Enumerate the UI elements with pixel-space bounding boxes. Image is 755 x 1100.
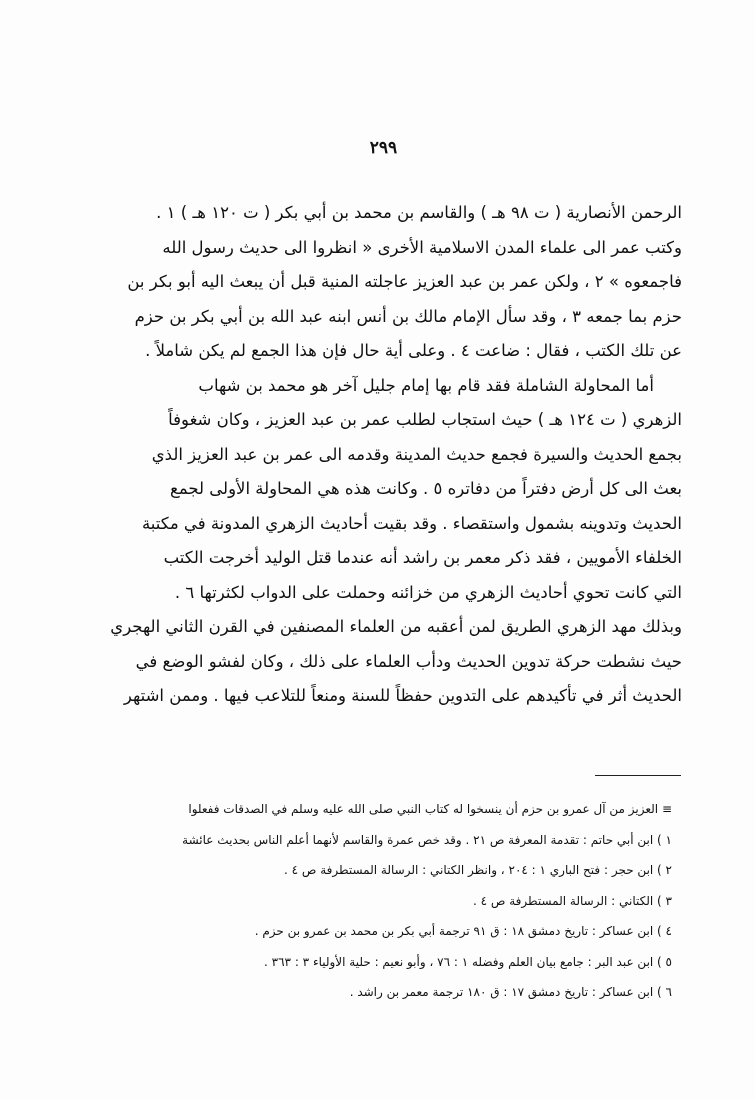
text-line: وكتب عمر الى علماء المدن الاسلامية الأخرى « انظروا الى حديث رسول الله <box>162 237 682 257</box>
text-line: الحديث أثر في تأكيدهم على التدوين حفظاً للسنة ومنعاً للتلاعب فيها . وممن اشتهر <box>123 686 682 705</box>
main-text <box>82 196 682 714</box>
text-line: الحديث وتدوينه بشمول واستقصاء . وقد بقيت أحاديث الزهري المدونة في مكتبة <box>141 513 682 533</box>
footnote-3: ٣ ) الكتاني : الرسالة المستطرفة ص ٤ . <box>472 893 672 908</box>
text-line: بعث الى كل أرض دفتراً من دفاتره ٥ . وكانت هذه هي المحاولة الأولى لجمع <box>170 479 682 498</box>
footnote-6: ٦ ) ابن عساكر : تاريخ دمشق ١٧ : ق ١٨٠ ترجمة معمر بن راشد . <box>349 985 672 999</box>
footnote-1: ١ ) ابن أبي حاتم : تقدمة المعرفة ص ٢١ . وقد خص عمرة والقاسم لأنهما أعلم الناس بحديث عائشة <box>182 832 672 847</box>
text-line: الرحمن الأنصارية ( ت ٩٨ هـ ) والقاسم بن محمد بن أبي بكر ( ت ١٢٠ هـ ) ١ . <box>156 203 682 222</box>
text-line: بجمع الحديث والسيرة فجمع حديث المدينة وقدمه الى عمر بن عبد العزيز الذي <box>151 444 682 464</box>
text-line: أما المحاولة الشاملة فقد قام بها إمام جليل آخر هو محمد بن شهاب <box>198 375 654 395</box>
text-line: عن تلك الكتب ، فقال : ضاعت ٤ . وعلى أية حال فإن هذا الجمع لم يكن شاملاً . <box>145 341 682 360</box>
text-line: حيث نشطت حركة تدوين الحديث ودأب العلماء على ذلك ، وكان لفشو الوضع في <box>135 651 682 671</box>
footnote-separator <box>595 775 681 776</box>
text-line: فاجمعوه » ٢ ، ولكن عمر بن عبد العزيز عاجلته المنية قبل أن يبعث اليه أبو بكر بن <box>127 272 682 291</box>
page-number: ٢٩٩ <box>369 138 398 158</box>
text-line: وبذلك مهد الزهري الطريق لمن أعقبه من العلماء المصنفين في القرن الثاني الهجري <box>110 617 682 636</box>
text-line: الخلفاء الأمويين ، فقد ذكر معمر بن راشد أنه عندما قتل الوليد أخرجت الكتب <box>163 548 682 567</box>
text-line: التي كانت تحوي أحاديث الزهري من خزائنه وحملت على الدواب لكثرتها ٦ . <box>174 582 682 602</box>
text-line: الزهري ( ت ١٢٤ هـ ) حيث استجاب لطلب عمر بن عبد العزيز ، وكان شغوفاً <box>168 410 682 429</box>
footnote-4: ٤ ) ابن عساكر : تاريخ دمشق ١٨ : ق ٩١ ترجمة أبي بكر بن محمد بن عمرو بن حزم . <box>254 924 672 938</box>
text-line: حزم بما جمعه ٣ ، وقد سأل الإمام مالك بن أنس ابنه عبد الله بن أبي بكر بن حزم <box>134 306 682 326</box>
footnote-5: ٥ ) ابن عبد البر : جامع بيان العلم وفضله ١ : ٧٦ ، وأبو نعيم : حلية الأولياء ٣ : ٣٦٣ . <box>264 954 672 969</box>
footnotes <box>100 794 672 1008</box>
footnote-continuation: ≡ العزيز من آل عمرو بن حزم أن ينسخوا له كتاب النبي صلى الله عليه وسلم في الصدقات ففعلوا <box>188 802 672 816</box>
footnote-2: ٢ ) ابن حجر : فتح الباري ١ : ٢٠٤ ، وانظر الكتاني : الرسالة المستطرفة ص ٤ . <box>283 863 672 877</box>
